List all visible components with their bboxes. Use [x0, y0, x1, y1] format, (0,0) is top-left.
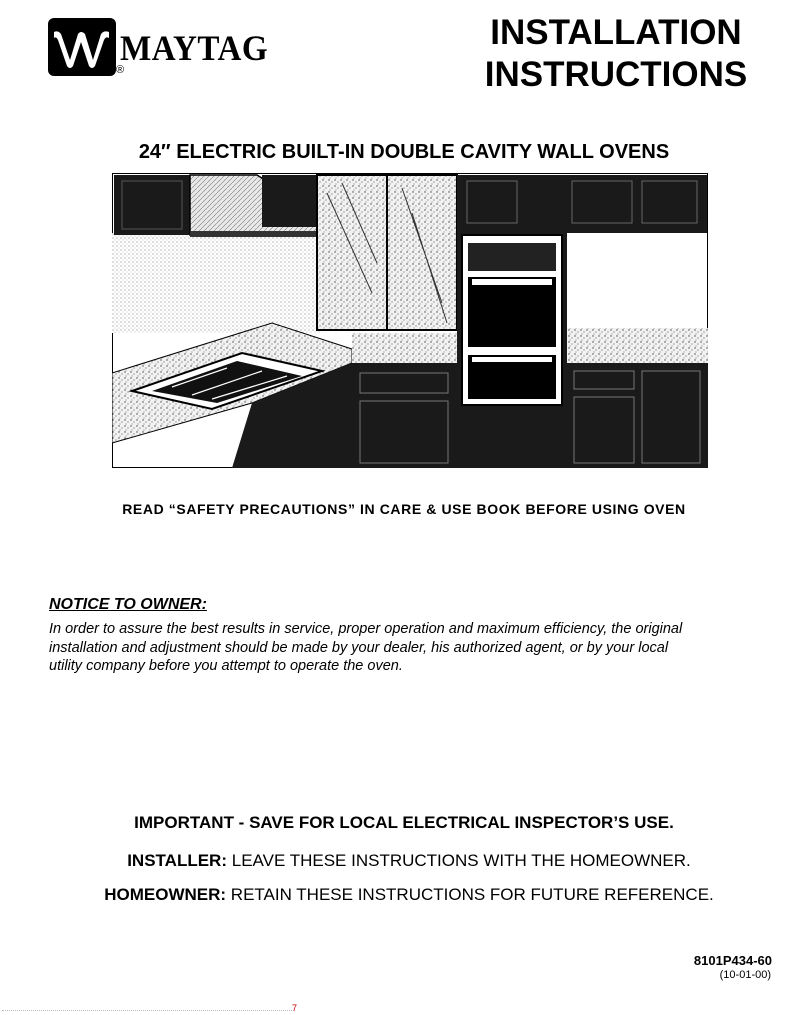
title-line-2: INSTRUCTIONS — [484, 55, 748, 94]
homeowner-label: HOMEOWNER: — [104, 885, 227, 904]
footer-mark: 7 — [292, 1003, 298, 1013]
brand-wordmark: MAYTAG — [120, 28, 269, 68]
notice-line-2: installation and adjustment should be made by your dealer, his authorized agent, or by your local — [49, 639, 669, 656]
product-subtitle: 24″ ELECTRIC BUILT-IN DOUBLE CAVITY WALL OVENS — [138, 141, 670, 163]
notice-body — [49, 620, 769, 676]
maytag-badge-icon — [48, 18, 116, 76]
safety-precautions-notice: READ “SAFETY PRECAUTIONS” IN CARE & USE BOOK BEFORE USING OVEN — [122, 501, 686, 517]
kitchen-drawing — [112, 173, 708, 468]
kitchen-illustration — [112, 173, 708, 468]
installer-instruction — [0, 850, 808, 872]
notice-line-3: utility company before you attempt to operate the oven. — [49, 658, 403, 674]
title-line-1: INSTALLATION — [490, 13, 742, 52]
notice-line-1: In order to assure the best results in service, proper operation and maximum efficiency, the original — [49, 621, 683, 637]
important-notice: IMPORTANT - SAVE FOR LOCAL ELECTRICAL INSPECTOR’S USE. — [134, 813, 674, 832]
document-title — [466, 12, 766, 96]
installer-text: LEAVE THESE INSTRUCTIONS WITH THE HOMEOWNER. — [231, 851, 691, 870]
installer-label: INSTALLER: — [127, 851, 227, 870]
notice-heading: NOTICE TO OWNER: — [49, 596, 207, 613]
footer-rule — [2, 1010, 292, 1013]
registered-mark: ® — [116, 64, 125, 76]
maytag-logo — [48, 18, 298, 80]
homeowner-instruction — [0, 884, 808, 906]
part-number: 8101P434-60 — [693, 953, 772, 968]
part-date: (10-01-00) — [719, 969, 771, 981]
homeowner-text: RETAIN THESE INSTRUCTIONS FOR FUTURE REFERENCE. — [230, 885, 714, 904]
